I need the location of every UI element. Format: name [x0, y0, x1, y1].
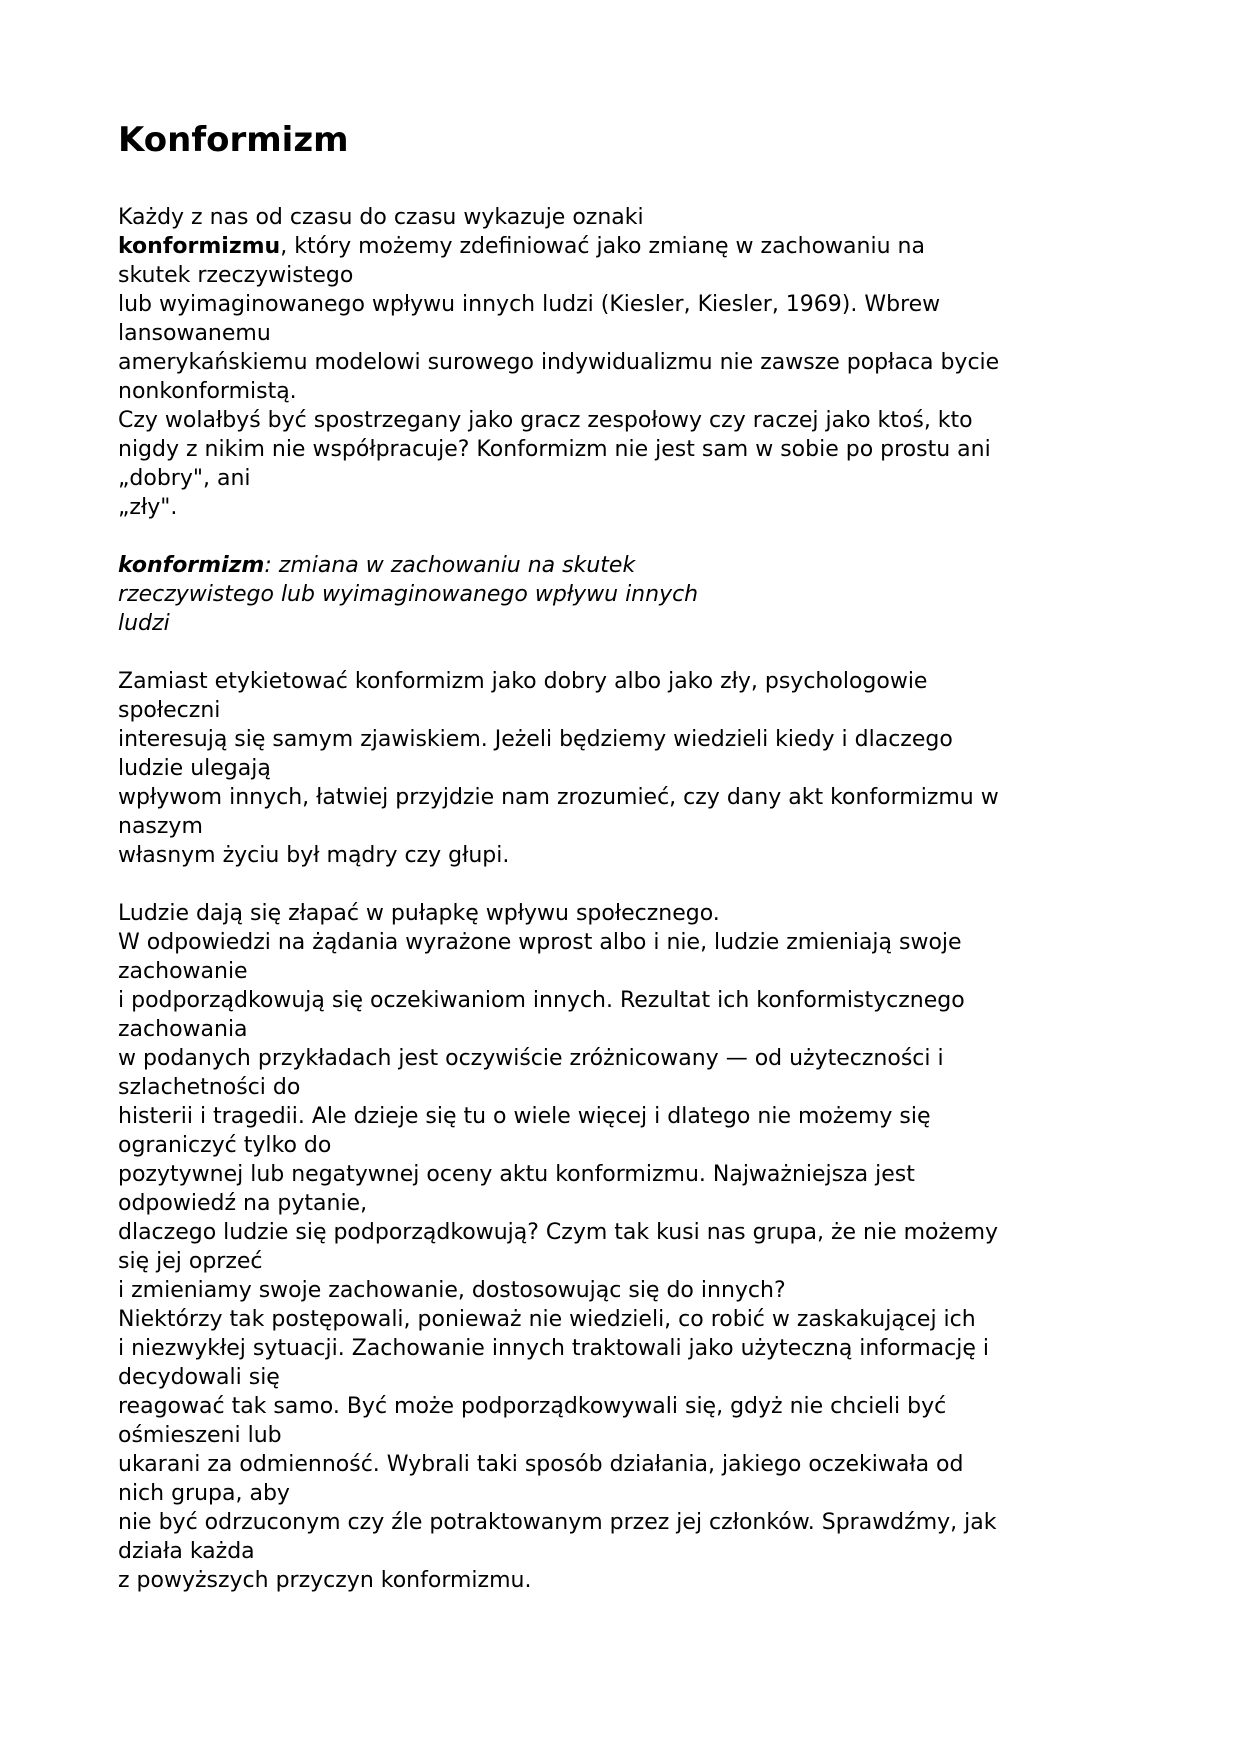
- text-line: ludzi: [118, 611, 170, 636]
- text-line: ludzie ulegają: [118, 756, 271, 781]
- text-line: wpływom innych, łatwiej przyjdzie nam zrozumieć, czy dany akt konformizmu w: [118, 785, 999, 810]
- text-line: Czy wolałbyś być spostrzegany jako gracz zespołowy czy raczej jako ktoś, kto: [118, 408, 973, 433]
- text-line: „zły".: [118, 495, 178, 520]
- text-line: W odpowiedzi na żądania wyrażone wprost albo i nie, ludzie zmieniają swoje: [118, 930, 962, 955]
- paragraph-psychologists: [118, 667, 1130, 870]
- text-line: Ludzie dają się złapać w pułapkę wpływu społecznego.: [118, 901, 720, 926]
- text-line: lub wyimaginowanego wpływu innych ludzi (Kiesler, Kiesler, 1969). Wbrew: [118, 292, 941, 317]
- text-line: szlachetności do: [118, 1075, 301, 1100]
- text-line: zachowania: [118, 1017, 248, 1042]
- text-line: własnym życiu był mądry czy głupi.: [118, 843, 510, 868]
- text-line: nich grupa, aby: [118, 1481, 290, 1506]
- text-line: dlaczego ludzie się podporządkowują? Czym tak kusi nas grupa, że nie możemy: [118, 1220, 999, 1245]
- paragraph-social-influence: [118, 899, 1130, 1595]
- definition-term: konformizm: [118, 553, 265, 578]
- text-line: ośmieszeni lub: [118, 1423, 282, 1448]
- bold-term: konformizmu: [118, 234, 281, 259]
- paragraph-gap: [118, 870, 1130, 899]
- text-line: ukarani za odmienność. Wybrali taki sposób działania, jakiego oczekiwała od: [118, 1452, 964, 1477]
- text-run: : zmiana w zachowaniu na skutek: [264, 553, 636, 578]
- text-line: nie być odrzuconym czy źle potraktowanym przez jej członków. Sprawdźmy, jak: [118, 1510, 997, 1535]
- text-line: rzeczywistego lub wyimaginowanego wpływu innych: [118, 582, 699, 607]
- text-line: pozytywnej lub negatywnej oceny aktu konformizmu. Najważniejsza jest: [118, 1162, 915, 1187]
- paragraph-gap: [118, 638, 1130, 667]
- text-line: [118, 232, 1130, 261]
- text-line: działa każda: [118, 1539, 255, 1564]
- text-line: społeczni: [118, 698, 221, 723]
- text-line: i podporządkowują się oczekiwaniom innych. Rezultat ich konformistycznego: [118, 988, 965, 1013]
- text-run: , który możemy zdefiniować jako zmianę w zachowaniu na: [280, 234, 925, 259]
- text-line: amerykańskiemu modelowi surowego indywidualizmu nie zawsze popłaca bycie: [118, 350, 1000, 375]
- text-line: interesują się samym zjawiskiem. Jeżeli będziemy wiedzieli kiedy i dlaczego: [118, 727, 953, 752]
- paragraph-gap: [118, 522, 1130, 551]
- text-line: [118, 551, 1130, 580]
- text-line: nigdy z nikim nie współpracuje? Konformizm nie jest sam w sobie po prostu ani: [118, 437, 991, 462]
- text-line: ograniczyć tylko do: [118, 1133, 332, 1158]
- text-line: histerii i tragedii. Ale dzieje się tu o wiele więcej i dlatego nie możemy się: [118, 1104, 931, 1129]
- text-line: reagować tak samo. Być może podporządkowywali się, gdyż nie chcieli być: [118, 1394, 947, 1419]
- text-line: Zamiast etykietować konformizm jako dobry albo jako zły, psychologowie: [118, 669, 928, 694]
- text-line: „dobry", ani: [118, 466, 251, 491]
- document-page: [118, 118, 1130, 1595]
- text-line: w podanych przykładach jest oczywiście zróżnicowany — od użyteczności i: [118, 1046, 944, 1071]
- text-line: zachowanie: [118, 959, 248, 984]
- text-line: odpowiedź na pytanie,: [118, 1191, 368, 1216]
- document-title: Konformizm: [118, 120, 349, 160]
- text-line: Niektórzy tak postępowali, ponieważ nie wiedzieli, co robić w zaskakującej ich: [118, 1307, 976, 1332]
- text-line: i niezwykłej sytuacji. Zachowanie innych traktowali jako użyteczną informację i: [118, 1336, 989, 1361]
- text-line: skutek rzeczywistego: [118, 263, 354, 288]
- definition-block: [118, 551, 1130, 638]
- text-line: naszym: [118, 814, 203, 839]
- text-line: lansowanemu: [118, 321, 271, 346]
- text-line: i zmieniamy swoje zachowanie, dostosowując się do innych?: [118, 1278, 786, 1303]
- text-line: nonkonformistą.: [118, 379, 297, 404]
- text-line: Każdy z nas od czasu do czasu wykazuje oznaki: [118, 205, 644, 230]
- text-line: się jej oprzeć: [118, 1249, 263, 1274]
- text-line: decydowali się: [118, 1365, 280, 1390]
- text-line: z powyższych przyczyn konformizmu.: [118, 1568, 532, 1593]
- intro-paragraph: [118, 203, 1130, 522]
